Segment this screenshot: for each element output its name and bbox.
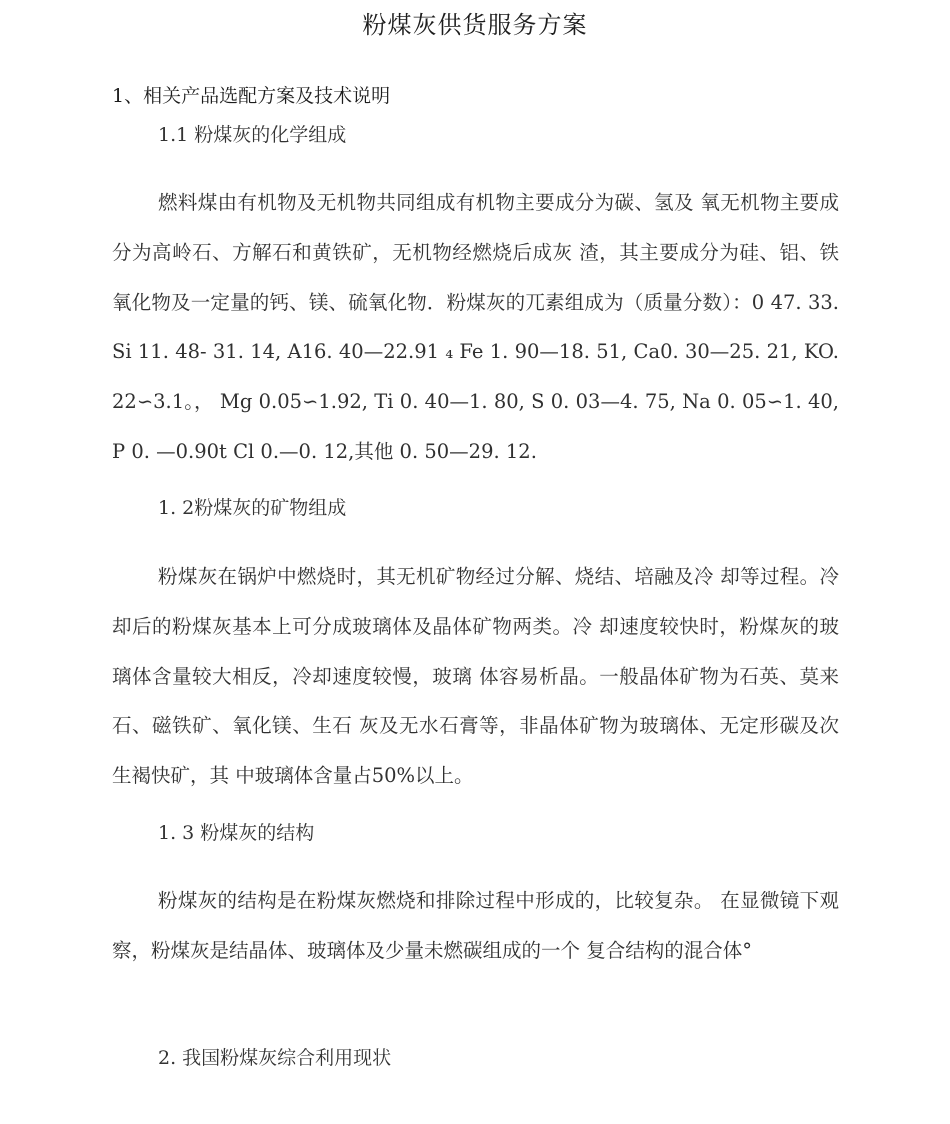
section-1-1-body: 燃料煤由有机物及无机物共同组成有机物主要成分为碳、氢及 氧无机物主要成分为高岭石、方解石和黄铁矿，无机物经燃烧后成灰 渣，其主要成分为硅、铝、铁氧化物及一定量的钙、镁、硫氧化物．粉煤灰的兀素组成为（质量分数）：0 47. 33. Si 11. 48- 31. 14, A16. 40—22.91 ₄ Fe 1. 90—18. 51, Ca0. 30—25. 21, KO. 22∽3.1。， Mg 0.05∽1.92, Ti 0. 40—1. 80, S 0. 03—4. 75, Na 0. 05∽1. 40, P 0. —0.90t Cl 0.—0. 12,其他 0. 50—29. 12. — [112, 191, 839, 463]
section-2-heading: 2. 我国粉煤灰综合利用现状 — [158, 1047, 392, 1069]
section-1-heading: 1、相关产品选配方案及技术说明 — [112, 85, 391, 107]
document-title: 粉煤灰供货服务方案 — [362, 11, 588, 39]
section-1-2-heading: 1. 2粉煤灰的矿物组成 — [158, 497, 347, 519]
section-1-1-heading: 1.1 粉煤灰的化学组成 — [158, 124, 347, 146]
section-1-3-heading: 1. 3 粉煤灰的结构 — [158, 822, 315, 844]
section-1-3-body: 粉煤灰的结构是在粉煤灰燃烧和排除过程中形成的，比较复杂。 在显微镜下观察，粉煤灰是结晶体、玻璃体及少量未燃碳组成的一个 复合结构的混合体° — [112, 889, 839, 962]
section-1-2-body: 粉煤灰在锅炉中燃烧时，其无机矿物经过分解、烧结、培融及冷 却等过程。冷却后的粉煤灰基本上可分成玻璃体及晶体矿物两类。冷 却速度较快时，粉煤灰的玻璃体含量较大相反，冷却速度较慢，玻璃 体容易析晶。一般晶体矿物为石英、莫来石、磁铁矿、氧化镁、生石 灰及无水石膏等，非晶体矿物为玻璃体、无定形碳及次生褐快矿，其 中玻璃体含量占50%以上。 — [112, 565, 839, 788]
